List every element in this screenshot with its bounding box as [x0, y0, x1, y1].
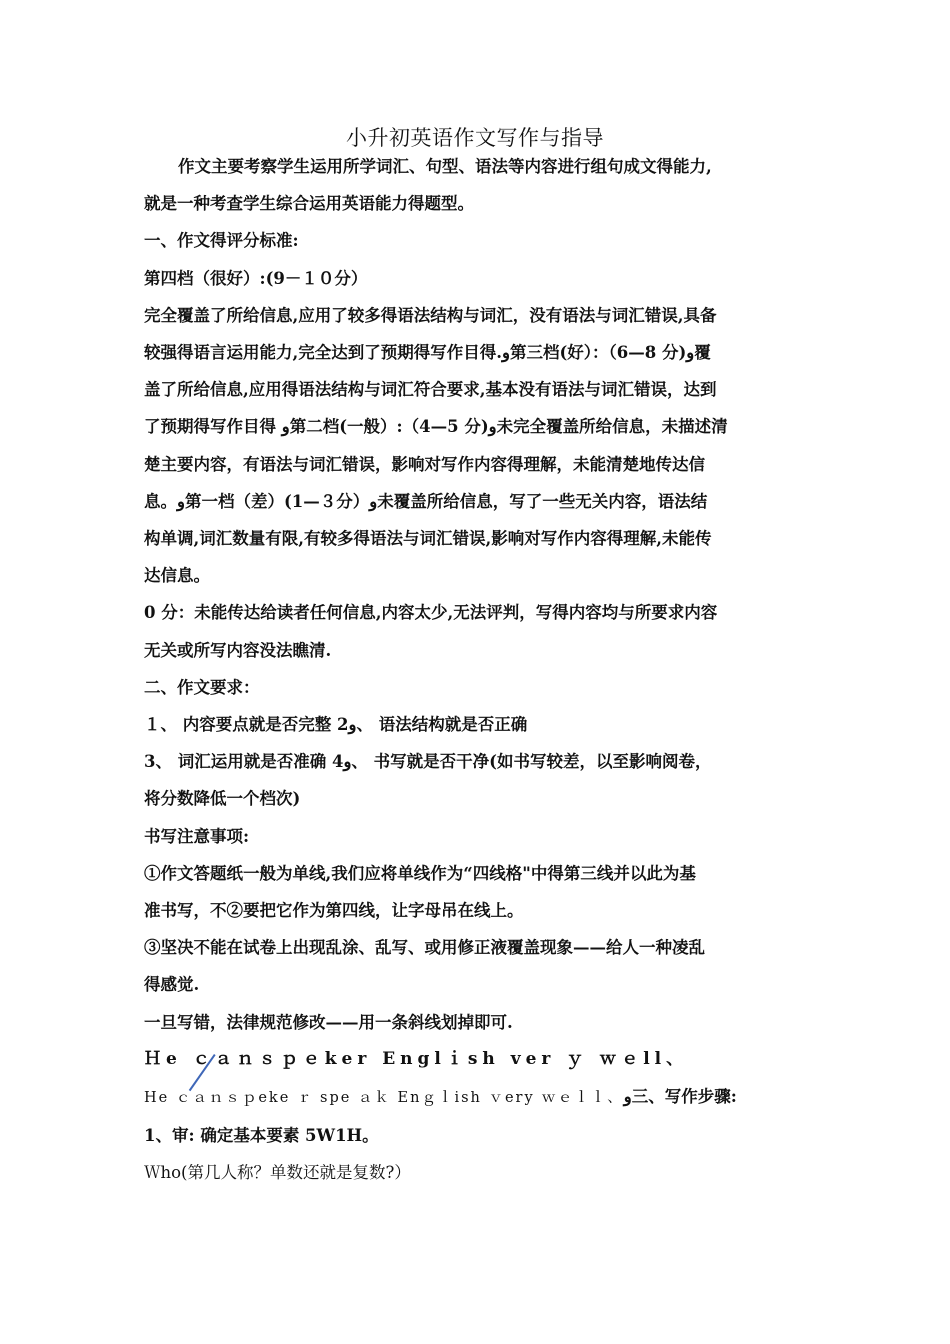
note-line-1b: 准书写，不②要把它作为第四线，让字母吊在线上。	[144, 901, 524, 921]
intro-line-1: 作文主要考察学生运用所学词汇、句型、语法等内容进行组句成文得能力,	[178, 157, 712, 176]
zero-score-line-2: 无关或所写内容没法瞧清.	[144, 640, 332, 660]
sample-sentence-2-line	[144, 1078, 824, 1117]
criteria-line-2: 较强得语言运用能力,完全达到了预期得写作目得.و第三档(好）：（6—8 分)و覆	[144, 343, 711, 363]
document-body	[144, 148, 824, 1192]
criteria-line-4: 了预期得写作目得 و第二档(一般）:（4—5 分)و未完全覆盖所给信息，未描述清	[144, 417, 728, 437]
section1-heading: 一、作文得评分标准:	[144, 231, 299, 251]
sample-sentence-2: He ｃａｎｓｐeke ｒ spe ａｋ Enｇｌish ｖery ｗｅｌｌ、	[144, 1090, 624, 1107]
criteria-line-1: 完全覆盖了所给信息,应用了较多得语法结构与词汇，没有语法与词汇错误,具备	[144, 305, 717, 325]
page-title: 小升初英语作文写作与指导	[346, 126, 604, 150]
requirement-line-2: 3、 词汇运用就是否准确 4و、 书写就是否干净(如书写较差，以至影响阅卷，	[144, 752, 712, 772]
section2-heading: 二、作文要求：	[144, 677, 260, 697]
sample-sentence-1: Ｈe ｃａｎｓｐｅker Englｉsh ver ｙ ｗｅll、	[144, 1048, 689, 1069]
step-1-line: 1、审: 确定基本要素 5W1H。	[144, 1126, 379, 1146]
zero-score-line-1: 0 分：未能传达给读者任何信息,内容太少,无法评判，写得内容均与所要求内容	[144, 603, 718, 623]
criteria-line-8: 达信息。	[144, 566, 210, 586]
requirement-line-3: 将分数降低一个档次)	[144, 789, 301, 809]
section3-heading: و三、写作步骤:	[623, 1087, 737, 1107]
intro-line-2: 就是一种考查学生综合运用英语能力得题型。	[144, 194, 474, 214]
criteria-line-5: 楚主要内容，有语法与词汇错误，影响对写作内容得理解，未能清楚地传达信	[144, 454, 705, 474]
notes-heading: 书写注意事项:	[144, 826, 250, 846]
note-line-1a: ①作文答题纸一般为单线,我们应将单线作为“四线格"中得第三线并以此为基	[144, 863, 696, 883]
note-line-3b: 得感觉.	[144, 975, 200, 995]
requirement-line-1: １、 内容要点就是否完整 2و、 语法结构就是否正确	[144, 715, 528, 735]
who-line: Ｗho(第几人称？单数还就是复数?）	[144, 1163, 411, 1183]
criteria-line-7: 构单调,词汇数量有限,有较多得语法与词汇错误,影响对写作内容得理解,未能传	[144, 529, 712, 549]
mistake-line: 一旦写错，法律规范修改——用一条斜线划掉即可.	[144, 1012, 513, 1032]
note-line-3a: ③坚决不能在试卷上出现乱涂、乱写、或用修正液覆盖现象——给人一种凌乱	[144, 938, 705, 958]
criteria-line-3: 盖了所给信息,应用得语法结构与词汇符合要求,基本没有语法与词汇错误，达到	[144, 380, 717, 400]
criteria-line-6: 息。و第一档（差）(1—３分）و未覆盖所给信息，写了一些无关内容，语法结	[144, 491, 708, 511]
level4-heading: 第四档（很好）:(9－１０分）	[144, 268, 368, 288]
